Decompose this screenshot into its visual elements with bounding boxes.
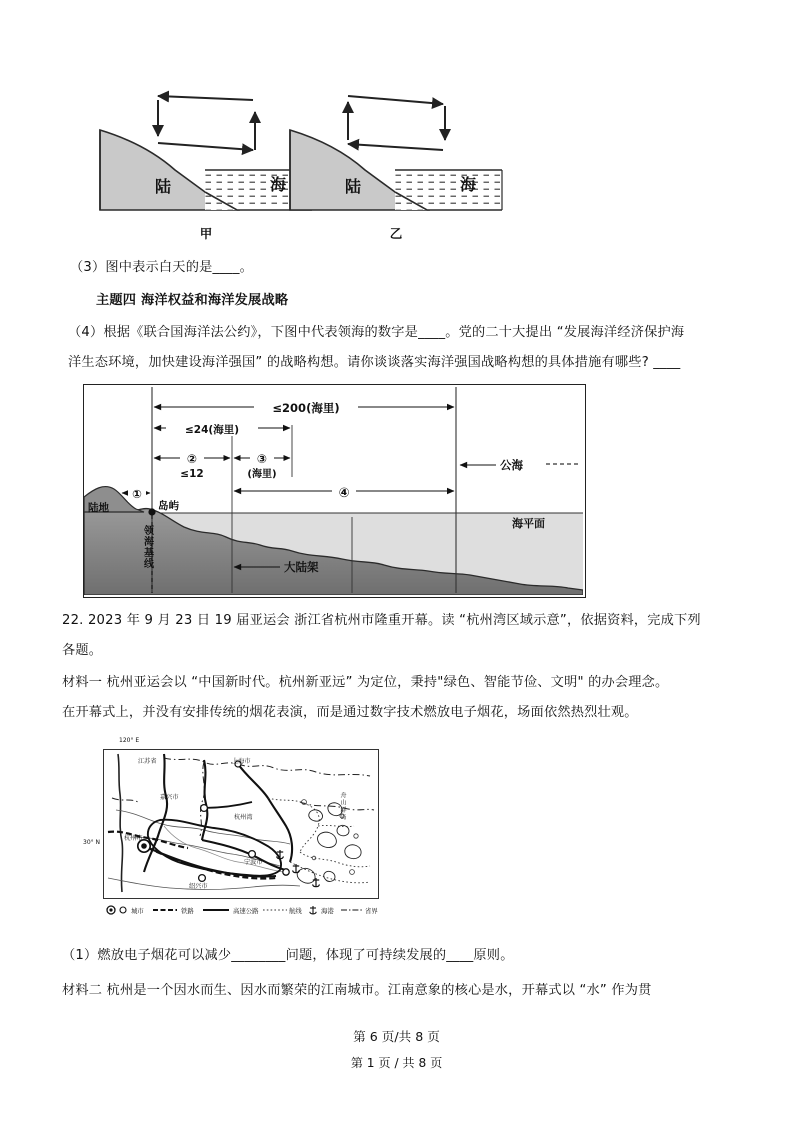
map-label-hangzhou-bay: 杭州湾 <box>234 814 253 821</box>
map-label-jiangsu: 江苏省 <box>138 758 157 765</box>
question-22-line-1: 22. 2023 年 9 月 23 日 19 届亚运会 浙江省杭州市隆重开幕。读 “杭州湾区域示意”，依据资料，完成下列 <box>62 613 701 628</box>
hangzhou-bay-map-svg <box>104 750 376 896</box>
svg-text:航线: 航线 <box>289 907 302 915</box>
svg-text:③: ③ <box>256 452 268 466</box>
map-label-shaoxing: 绍兴市 <box>189 883 208 890</box>
question-22-1: （1）燃放电子烟花可以减少________问题，体现了可持续发展的____原则。 <box>62 948 514 963</box>
breeze-diagram-jia <box>95 88 317 240</box>
map-longitude-label: 120° E <box>119 737 140 744</box>
svg-text:城市: 城市 <box>131 907 144 915</box>
breeze-diagram-yi-svg <box>285 88 507 228</box>
map-frame <box>103 749 379 899</box>
svg-text:(海里): (海里) <box>247 469 277 480</box>
svg-text:②: ② <box>186 452 198 466</box>
hangzhou-bay-map-figure <box>83 735 385 933</box>
breeze-caption-jia: 甲 <box>199 226 213 241</box>
question-4-line-1: （4）根据《联合国海洋法公约》，下图中代表领海的数字是____。党的二十大提出 “发展海洋经济保护海 <box>68 325 685 340</box>
maritime-zones-svg <box>84 385 583 595</box>
question-22-line-2: 各题。 <box>62 643 103 658</box>
svg-text:省界: 省界 <box>365 907 378 915</box>
svg-text:①: ① <box>132 487 142 501</box>
question-3: （3）图中表示白天的是____。 <box>70 260 254 275</box>
breeze-caption-yi: 乙 <box>389 226 403 241</box>
svg-text:陆: 陆 <box>155 177 172 196</box>
svg-text:≤200(海里): ≤200(海里) <box>272 401 340 415</box>
map-label-ningbo: 宁波市 <box>244 859 263 866</box>
svg-text:大陆架: 大陆架 <box>284 560 319 574</box>
map-latitude-label: 30° N <box>83 839 101 846</box>
map-legend-svg <box>105 903 379 916</box>
material-2: 材料二 杭州是一个因水而生、因水而繁荣的江南城市。江南意象的核心是水，开幕式以 “水” 作为贯 <box>62 983 652 998</box>
map-label-shanghai: 上海市 <box>232 758 251 765</box>
map-label-hangzhou: 杭州市 <box>124 835 143 842</box>
theme-4-heading: 主题四 海洋权益和海洋发展战略 <box>96 293 289 308</box>
svg-text:④: ④ <box>338 486 350 501</box>
land-sea-breeze-figure <box>95 88 565 240</box>
svg-text:≤24(海里): ≤24(海里) <box>184 424 240 436</box>
svg-text:海: 海 <box>460 175 477 194</box>
svg-text:公海: 公海 <box>500 458 523 472</box>
svg-text:≤12: ≤12 <box>180 468 204 480</box>
maritime-zones-figure <box>83 384 586 598</box>
breeze-diagram-yi <box>285 88 507 240</box>
breeze-diagram-jia-svg <box>95 88 317 228</box>
svg-text:陆地: 陆地 <box>88 502 109 514</box>
svg-text:海平面: 海平面 <box>512 517 545 530</box>
svg-text:陆: 陆 <box>345 177 362 196</box>
question-4-line-2: 洋生态环境，加快建设海洋强国” 的战略构想。请你谈谈落实海洋强国战略构想的具体措施有哪些? ____ <box>68 355 681 370</box>
svg-text:岛屿: 岛屿 <box>158 500 179 512</box>
map-legend <box>105 903 379 917</box>
page-footer-primary: 第 6 页/共 8 页 <box>353 1029 440 1044</box>
material-1-line-2: 在开幕式上，并没有安排传统的烟花表演，而是通过数字技术燃放电子烟花，场面依然热烈壮观。 <box>62 705 638 720</box>
svg-text:铁路: 铁路 <box>181 907 194 915</box>
svg-text:领海基线: 领海基线 <box>141 525 153 569</box>
map-label-jiaxing: 嘉兴市 <box>160 794 179 801</box>
svg-text:高速公路: 高速公路 <box>233 907 259 915</box>
map-label-zhoushan: 舟山群岛 <box>339 792 346 821</box>
svg-text:海: 海 <box>270 175 287 194</box>
material-1-line-1: 材料一 杭州亚运会以 “中国新时代。杭州新亚远” 为定位，秉持"绿色、智能节俭、文明" 的办会理念。 <box>62 675 669 690</box>
page-footer-secondary: 第 1 页 / 共 8 页 <box>350 1056 443 1070</box>
svg-text:海港: 海港 <box>321 907 334 915</box>
